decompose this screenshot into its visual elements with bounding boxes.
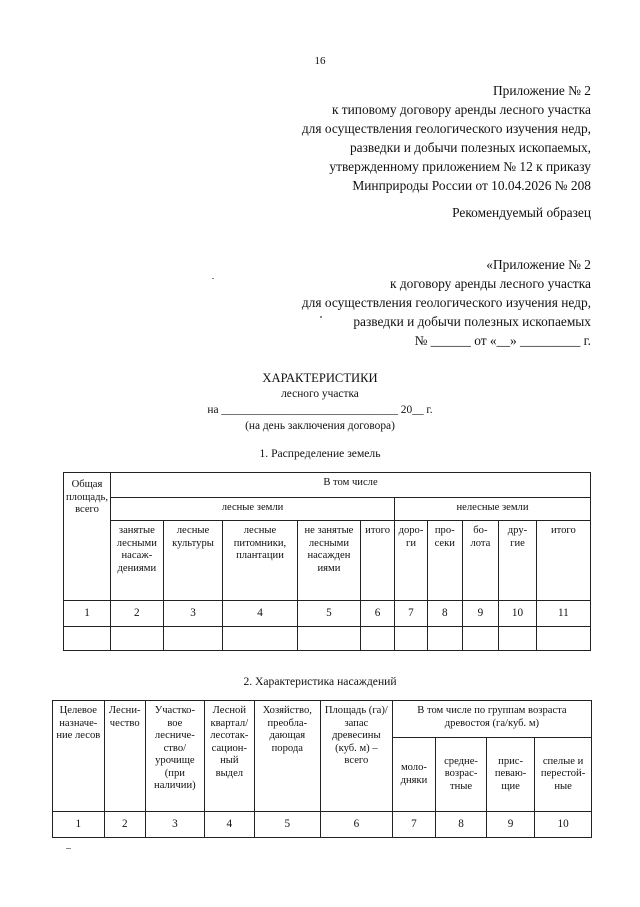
- appendix-line: Минприроды России от 10.04.2026 № 208: [352, 178, 591, 193]
- subheader-cell: занятые лесными насаж-дениями: [110, 521, 163, 601]
- appendix-line: утвержденному приложением № 12 к приказу: [329, 159, 591, 174]
- header-cell: Лесни-чество: [104, 701, 145, 812]
- column-number: 11: [536, 601, 590, 627]
- scan-speck: [320, 316, 322, 318]
- group-nonforest-lands: нелесные земли: [395, 498, 591, 521]
- contract-line: № ______ от «__» _________ г.: [414, 333, 591, 348]
- sample-label: Рекомендуемый образец: [452, 205, 591, 220]
- title-date-note: (на день заключения договора): [245, 420, 395, 432]
- subheader-cell: лесные питомники, плантации: [223, 521, 297, 601]
- column-number: 6: [361, 601, 395, 627]
- empty-data-cell: [536, 626, 590, 650]
- col-total-area: Общая площадь, всего: [64, 473, 111, 601]
- column-number: 6: [320, 812, 392, 838]
- empty-data-cell: [499, 626, 537, 650]
- subheader-cell: итого: [536, 521, 590, 601]
- age-group-cell: моло-дняки: [392, 738, 435, 812]
- column-number: 9: [487, 812, 535, 838]
- land-distribution-table: [63, 472, 591, 651]
- contract-header: [302, 255, 591, 350]
- age-group-header: В том числе по группам возраста древостоя (га/куб. м): [392, 701, 591, 738]
- header-cell: Целевое назначе-ние лесов: [53, 701, 105, 812]
- document-title: [0, 370, 640, 434]
- header-cell: Хозяйство, преобла-дающая порода: [254, 701, 320, 812]
- subheader-cell: итого: [361, 521, 395, 601]
- appendix-line: разведки и добычи полезных ископаемых,: [349, 140, 591, 155]
- column-number: 9: [462, 601, 499, 627]
- empty-data-cell: [361, 626, 395, 650]
- contract-line: к договору аренды лесного участка: [390, 276, 591, 291]
- subheader-cell: про-секи: [427, 521, 462, 601]
- contract-line: разведки и добычи полезных ископаемых: [353, 314, 591, 329]
- age-group-cell: средне-возрас-тные: [436, 738, 487, 812]
- section2-title: 2. Характеристика насаждений: [243, 675, 397, 688]
- column-number: 7: [392, 812, 435, 838]
- column-number: 1: [64, 601, 111, 627]
- empty-data-cell: [462, 626, 499, 650]
- subheader-cell: лесные культуры: [163, 521, 223, 601]
- header-cell: Лесной квартал/ лесотак-сацион-ный выдел: [204, 701, 254, 812]
- column-number: 2: [110, 601, 163, 627]
- header-cell: Площадь (га)/запас древесины (куб. м) – всего: [320, 701, 392, 812]
- column-number: 5: [297, 601, 360, 627]
- title-date-line: на _______________________________ 20__ г.: [207, 404, 433, 416]
- column-number: 5: [254, 812, 320, 838]
- empty-data-cell: [223, 626, 297, 650]
- page-number: 16: [314, 55, 326, 67]
- subheader-cell: не занятые лесными насажден иями: [297, 521, 360, 601]
- header-cell: Участко-вое лесниче-ство/ урочище (при наличии): [145, 701, 204, 812]
- subheader-cell: доро-ги: [395, 521, 428, 601]
- column-number: 4: [204, 812, 254, 838]
- column-number: 1: [53, 812, 105, 838]
- appendix-header: [302, 81, 591, 195]
- subheader-cell: дру-гие: [499, 521, 537, 601]
- col-including: В том числе: [110, 473, 590, 498]
- scan-speck: [66, 848, 71, 849]
- empty-data-cell: [427, 626, 462, 650]
- subheader-cell: бо-лота: [462, 521, 499, 601]
- column-number: 4: [223, 601, 297, 627]
- column-number: 10: [499, 601, 537, 627]
- title-main: ХАРАКТЕРИСТИКИ: [262, 371, 378, 385]
- column-number: 8: [427, 601, 462, 627]
- title-sub: лесного участка: [281, 388, 359, 400]
- column-number: 7: [395, 601, 428, 627]
- age-group-cell: спелые и перестой-ные: [535, 738, 592, 812]
- group-forest-lands: лесные земли: [110, 498, 394, 521]
- contract-line: «Приложение № 2: [486, 257, 591, 272]
- column-number: 8: [436, 812, 487, 838]
- stands-characteristics-table: [52, 700, 592, 838]
- scan-speck: [212, 278, 214, 279]
- appendix-line: для осуществления геологического изучения недр,: [301, 121, 591, 136]
- contract-line: для осуществления геологического изучения недр,: [301, 295, 591, 310]
- empty-data-cell: [163, 626, 223, 650]
- empty-data-cell: [64, 626, 111, 650]
- empty-data-cell: [110, 626, 163, 650]
- empty-data-cell: [395, 626, 428, 650]
- section1-title: 1. Распределение земель: [259, 447, 381, 460]
- column-number: 3: [145, 812, 204, 838]
- column-number: 2: [104, 812, 145, 838]
- column-number: 3: [163, 601, 223, 627]
- empty-data-cell: [297, 626, 360, 650]
- age-group-cell: прис-певаю-щие: [487, 738, 535, 812]
- appendix-line: Приложение № 2: [492, 83, 591, 98]
- column-number: 10: [535, 812, 592, 838]
- appendix-line: к типовому договору аренды лесного участка: [331, 102, 591, 117]
